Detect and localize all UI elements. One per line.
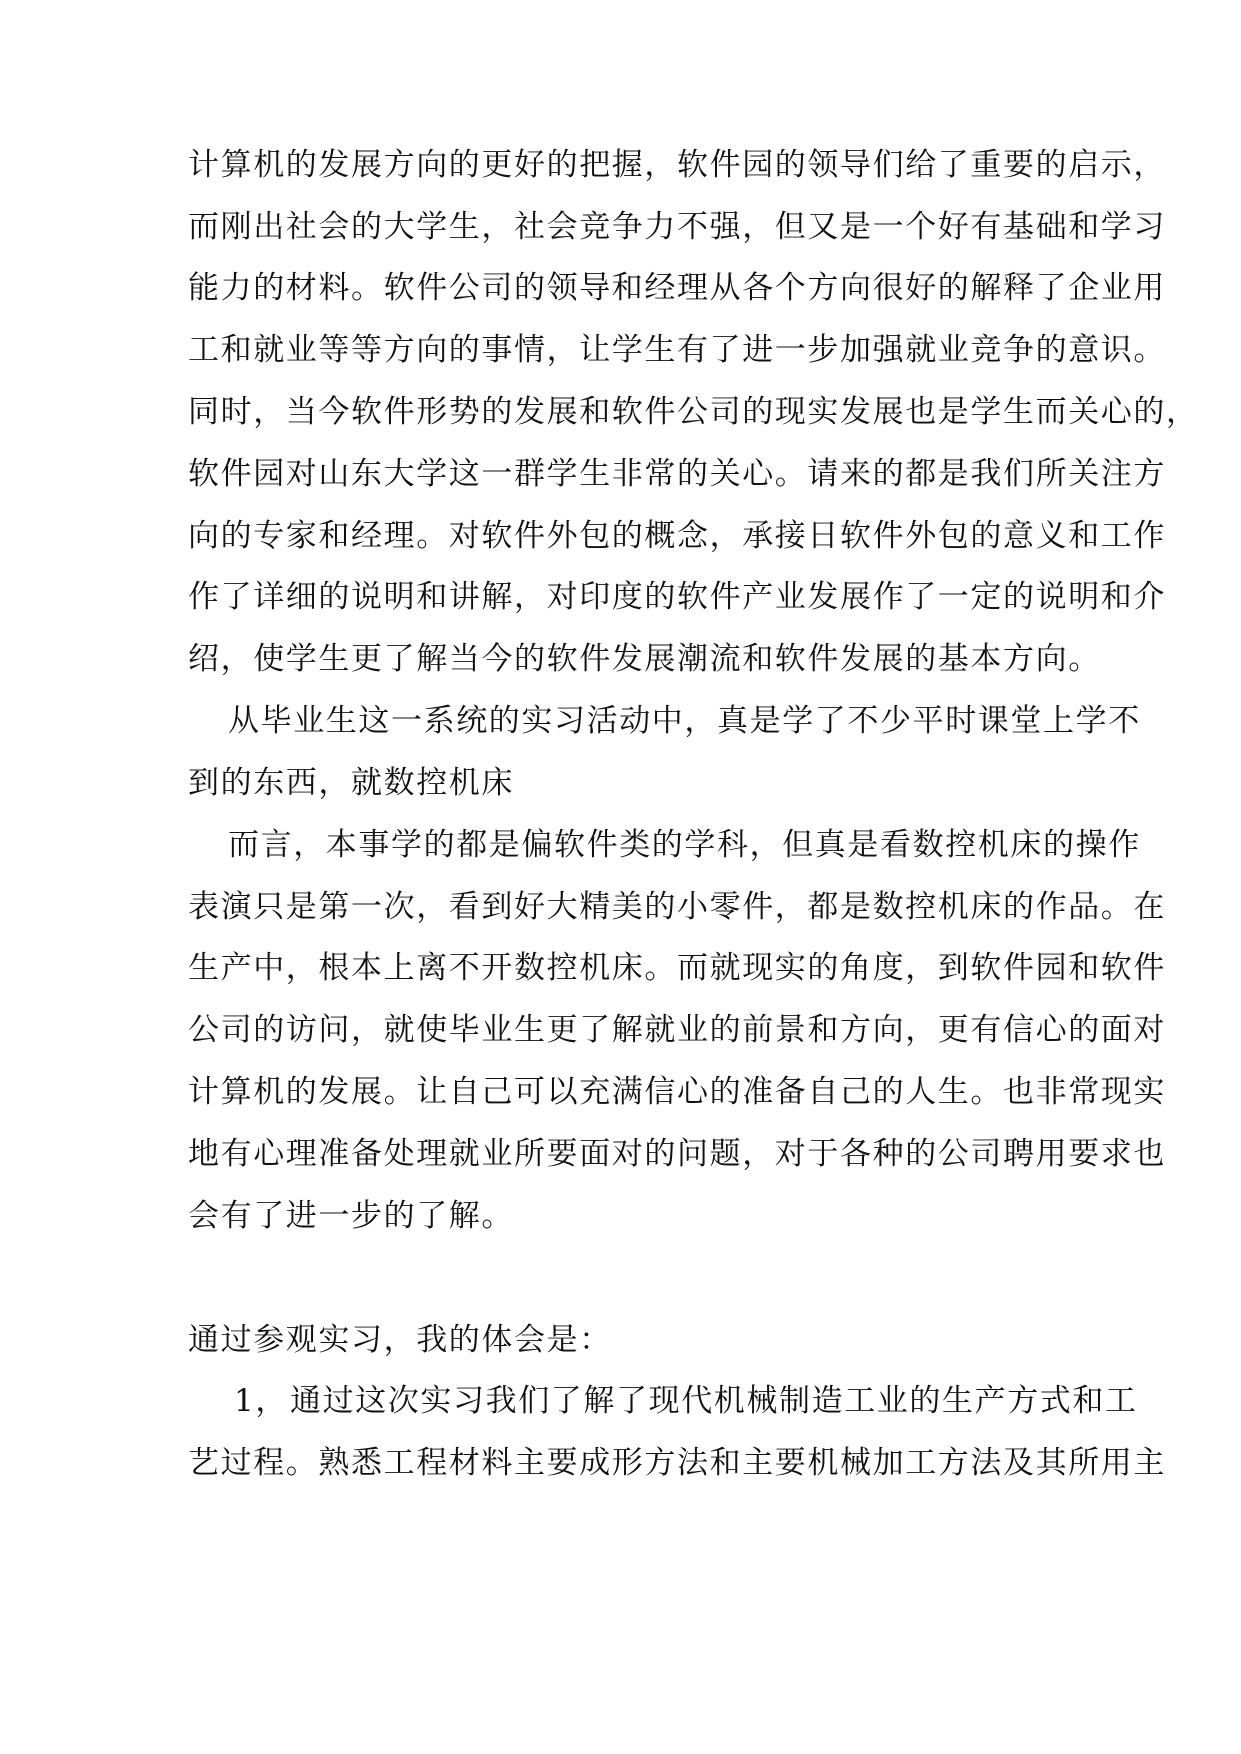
item-number: 1， xyxy=(234,1383,288,1419)
paragraph-first-line: 而言，本事学的都是偏软件类的学科，但真是看数控机床的操作 xyxy=(228,827,1141,863)
text-line: 作了详细的说明和讲解，对印度的软件产业发展作了一定的说明和介 xyxy=(188,579,1166,615)
text-line: 绍，使学生更了解当今的软件发展潮流和软件发展的基本方向。 xyxy=(188,641,1101,677)
text-line: 能力的材料。软件公司的领导和经理从各个方向很好的解释了企业用 xyxy=(188,270,1166,306)
item-text: 通过这次实习我们了解了现代机械制造工业的生产方式和工 xyxy=(290,1383,1138,1419)
text-line: 向的专家和经理。对软件外包的概念，承接日软件外包的意义和工作 xyxy=(188,518,1166,554)
text-line: 表演只是第一次，看到好大精美的小零件，都是数控机床的作品。在 xyxy=(188,889,1166,925)
text-line: 公司的访问，就使毕业生更了解就业的前景和方向，更有信心的面对 xyxy=(188,1012,1166,1048)
text-line: 同时，当今软件形势的发展和软件公司的现实发展也是学生而关心的， xyxy=(188,394,1199,430)
text-line: 计算机的发展方向的更好的把握，软件园的领导们给了重要的启示， xyxy=(188,147,1166,183)
text-line: 生产中，根本上离不开数控机床。而就现实的角度，到软件园和软件 xyxy=(188,950,1166,986)
text-line: 艺过程。熟悉工程材料主要成形方法和主要机械加工方法及其所用主 xyxy=(188,1445,1166,1481)
text-line: 软件园对山东大学这一群学生非常的关心。请来的都是我们所关注方 xyxy=(188,456,1166,492)
text-line: 地有心理准备处理就业所要面对的问题，对于各种的公司聘用要求也 xyxy=(188,1136,1166,1172)
text-line: 到的东西，就数控机床 xyxy=(188,765,514,801)
text-line: 工和就业等等方向的事情，让学生有了进一步加强就业竞争的意识。 xyxy=(188,332,1166,368)
section-heading: 通过参观实习，我的体会是： xyxy=(188,1322,612,1358)
numbered-item xyxy=(234,1381,1138,1421)
text-line: 计算机的发展。让自己可以充满信心的准备自己的人生。也非常现实 xyxy=(188,1074,1166,1110)
text-line: 而刚出社会的大学生，社会竞争力不强，但又是一个好有基础和学习 xyxy=(188,209,1166,245)
text-line: 会有了进一步的了解。 xyxy=(188,1198,514,1234)
paragraph-first-line: 从毕业生这一系统的实习活动中，真是学了不少平时课堂上学不 xyxy=(228,703,1141,739)
